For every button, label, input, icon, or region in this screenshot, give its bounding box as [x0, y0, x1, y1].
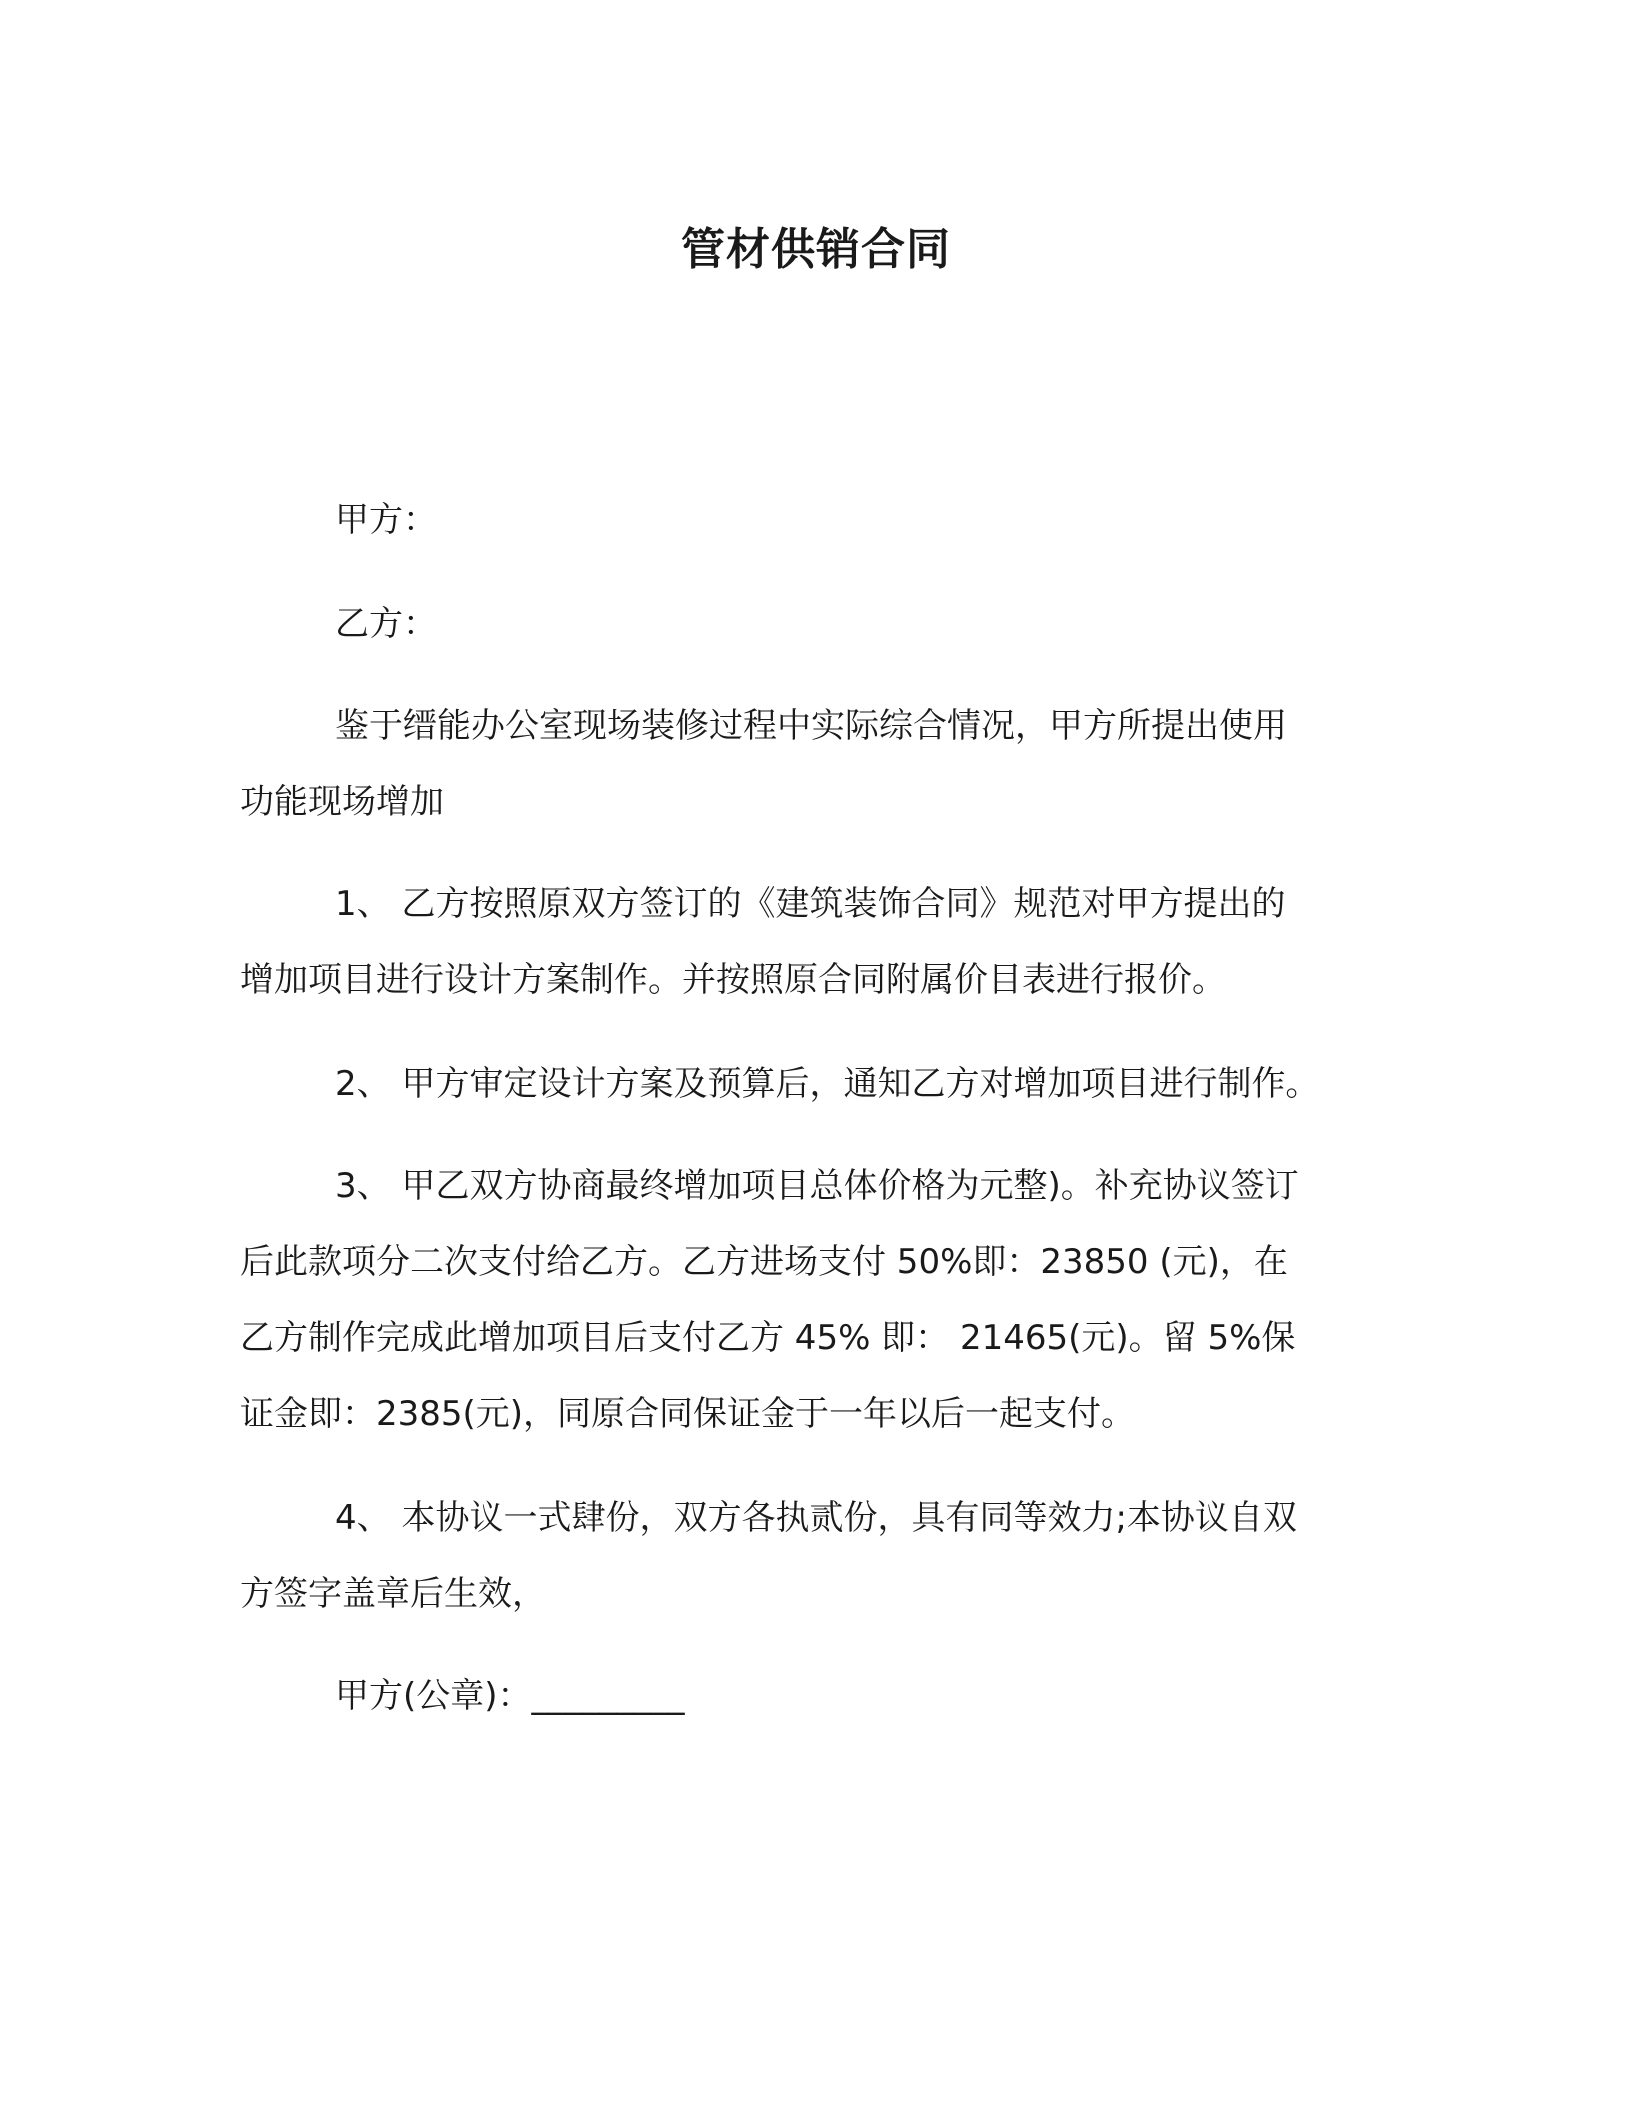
clause-2-line-1: 2、 甲方审定设计方案及预算后，通知乙方对增加项目进行制作。: [335, 1064, 1320, 1104]
clause-4-line-2: 方签字盖章后生效，: [240, 1574, 546, 1614]
preamble-line-2: 功能现场增加: [240, 782, 444, 822]
party-b-label: 乙方：: [335, 604, 437, 644]
signature-line-party-a: 甲方(公章)：_________: [335, 1676, 685, 1716]
clause-1-line-2: 增加项目进行设计方案制作。并按照原合同附属价目表进行报价。: [240, 960, 1226, 1000]
preamble-line-1: 鉴于缙能办公室现场装修过程中实际综合情况，甲方所提出使用: [335, 706, 1287, 746]
party-a-label: 甲方：: [335, 500, 437, 540]
document-title: 管材供销合同: [681, 224, 951, 275]
clause-3-line-4: 证金即：2385(元)，同原合同保证金于一年以后一起支付。: [240, 1394, 1136, 1434]
clause-4-line-1: 4、 本协议一式肆份，双方各执贰份，具有同等效力;本协议自双: [335, 1498, 1297, 1538]
clause-3-line-2: 后此款项分二次支付给乙方。乙方进场支付 50%即：23850 (元)，在: [240, 1242, 1288, 1282]
clause-1-line-1: 1、 乙方按照原双方签订的《建筑装饰合同》规范对甲方提出的: [335, 884, 1286, 924]
clause-3-line-1: 3、 甲乙双方协商最终增加项目总体价格为元整)。补充协议签订: [335, 1166, 1299, 1206]
clause-3-line-3: 乙方制作完成此增加项目后支付乙方 45% 即： 21465(元)。留 5%保: [240, 1318, 1296, 1358]
